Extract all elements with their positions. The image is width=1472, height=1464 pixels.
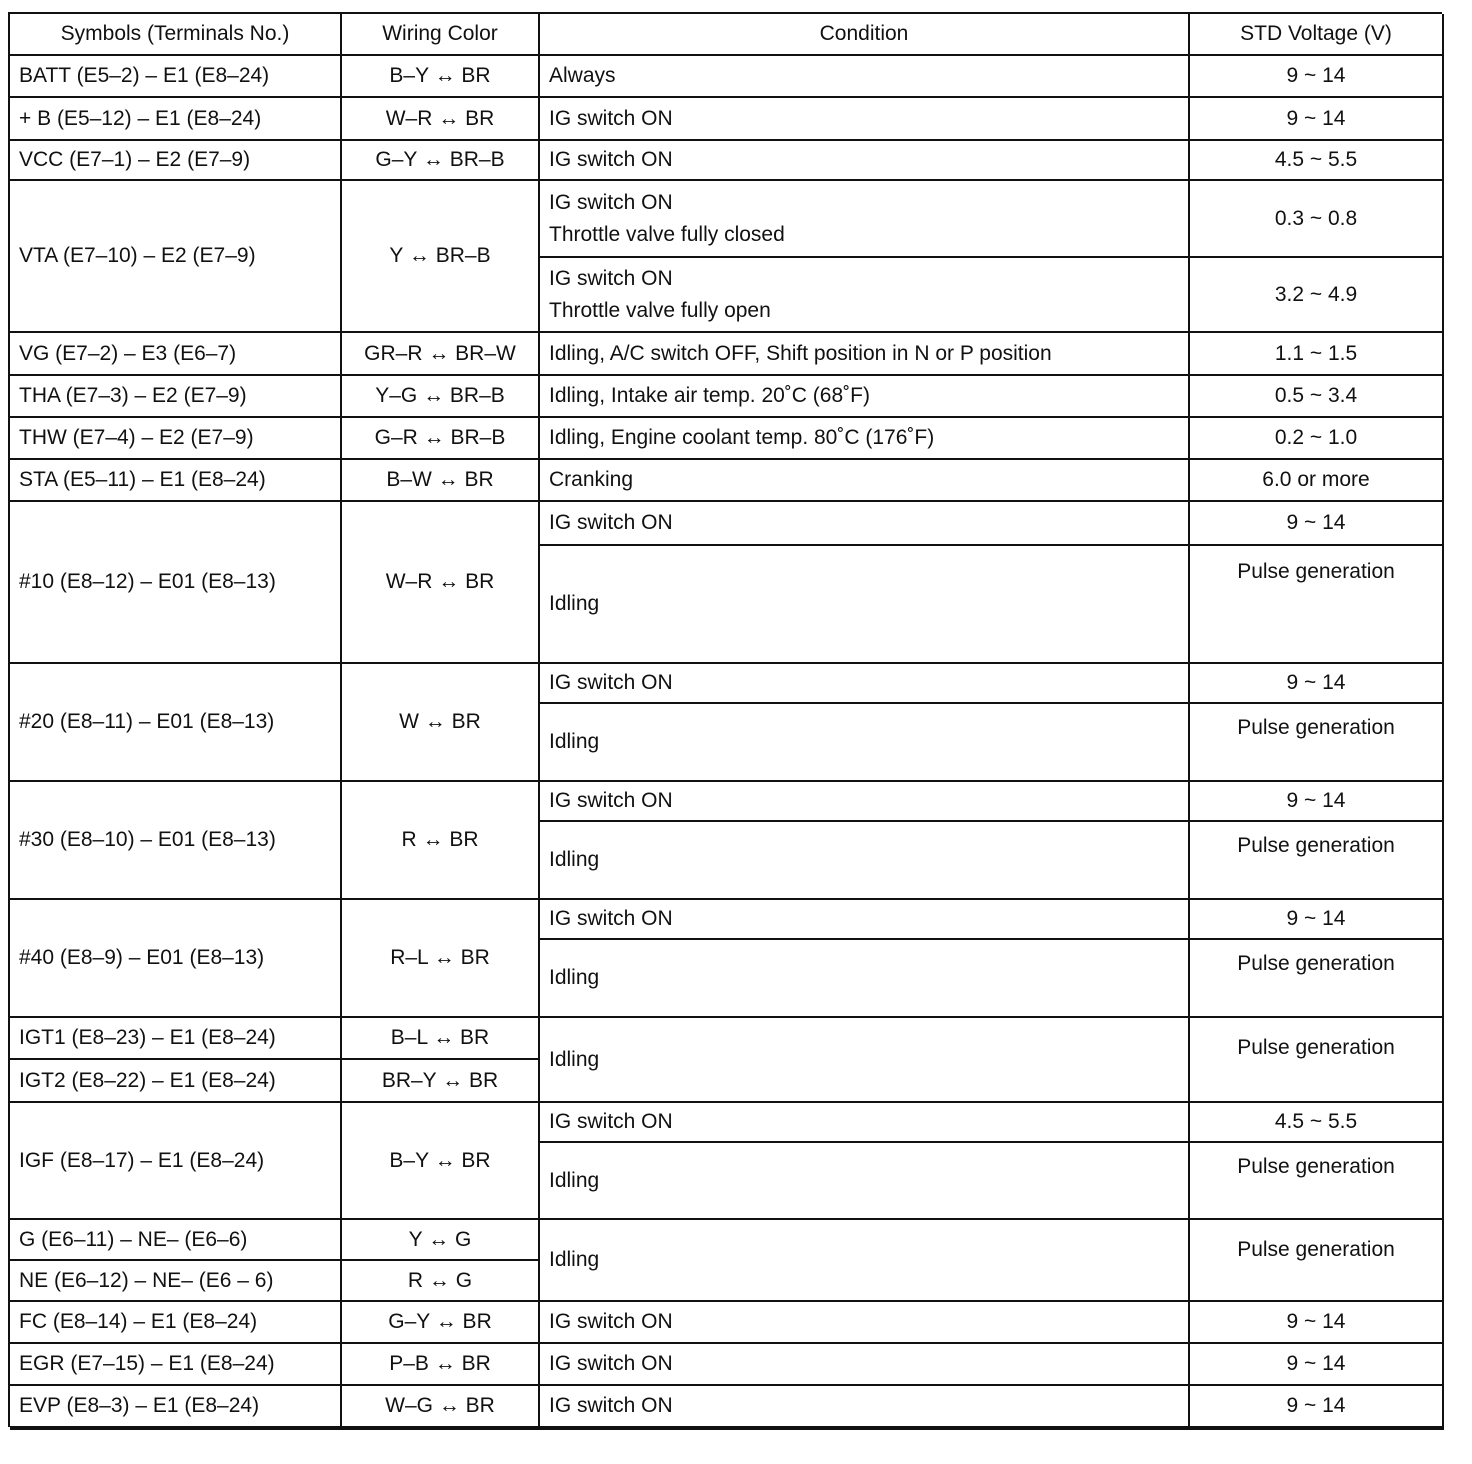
- voltage-cell: 3.2 ~ 4.9: [1190, 258, 1444, 333]
- condition-line: IG switch ON: [540, 782, 1188, 822]
- voltage-cell: [1190, 900, 1444, 1018]
- symbol-cell: STA (E5–11) – E1 (E8–24): [10, 460, 342, 502]
- wiring-cell: B–Y ↔ BR: [342, 56, 540, 98]
- wiring-cell: [342, 1428, 540, 1430]
- symbol-cell: + B (E5–12) – E1 (E8–24): [10, 98, 342, 141]
- wiring-cell: G–Y ↔ BR: [342, 1302, 540, 1344]
- voltage-line: 9 ~ 14: [1190, 782, 1442, 822]
- condition-cell: [540, 782, 1190, 900]
- condition-line: IG switch ON: [540, 664, 1188, 704]
- voltage-line: Pulse generation: [1237, 952, 1395, 975]
- condition-line: IG switch ON: [549, 191, 673, 214]
- voltage-cell: Pulse generation: [1190, 1220, 1444, 1302]
- condition-cell: IG switch ON: [540, 1386, 1190, 1428]
- voltage-cell: Pulse generation: [1190, 1018, 1444, 1103]
- condition-cell: Idling: [540, 1220, 1190, 1302]
- symbol-cell: [10, 1428, 342, 1430]
- wiring-cell: W–G ↔ BR: [342, 1386, 540, 1428]
- condition-line: Idling: [549, 966, 600, 990]
- condition-cell: Idling, Intake air temp. 20˚C (68˚F): [540, 376, 1190, 418]
- wiring-cell: W–R ↔ BR: [342, 502, 540, 664]
- header-symbols: Symbols (Terminals No.): [10, 14, 342, 56]
- wiring-cell: G–Y ↔ BR–B: [342, 141, 540, 181]
- voltage-cell: [1190, 1103, 1444, 1220]
- header-condition: Condition: [540, 14, 1190, 56]
- voltage-line: Pulse generation: [1237, 1155, 1395, 1178]
- wiring-cell: G–R ↔ BR–B: [342, 418, 540, 460]
- condition-cell: [540, 1428, 1190, 1430]
- condition-cell: [540, 181, 1190, 258]
- condition-cell: Idling: [540, 546, 1190, 664]
- symbol-cell: #20 (E8–11) – E01 (E8–13): [10, 664, 342, 782]
- voltage-cell: 0.2 ~ 1.0: [1190, 418, 1444, 460]
- wiring-cell: B–L ↔ BR: [342, 1018, 540, 1060]
- voltage-cell: Pulse generation: [1190, 546, 1444, 664]
- symbol-cell: BATT (E5–2) – E1 (E8–24): [10, 56, 342, 98]
- symbol-cell: VCC (E7–1) – E2 (E7–9): [10, 141, 342, 181]
- voltage-table: [8, 12, 1442, 1427]
- wiring-cell: BR–Y ↔ BR: [342, 1060, 540, 1103]
- voltage-line: 9 ~ 14: [1190, 900, 1442, 940]
- wiring-cell: R ↔ G: [342, 1261, 540, 1302]
- condition-cell: IG switch ON: [540, 502, 1190, 546]
- condition-line: Idling: [549, 1168, 600, 1192]
- condition-cell: Idling, A/C switch OFF, Shift position in N or P position: [540, 333, 1190, 376]
- wiring-cell: P–B ↔ BR: [342, 1344, 540, 1386]
- voltage-cell: 9 ~ 14: [1190, 56, 1444, 98]
- condition-cell: Idling, Engine coolant temp. 80˚C (176˚F): [540, 418, 1190, 460]
- wiring-cell: Y ↔ BR–B: [342, 181, 540, 333]
- symbol-cell: IGT1 (E8–23) – E1 (E8–24): [10, 1018, 342, 1060]
- condition-cell: Cranking: [540, 460, 1190, 502]
- wiring-cell: W ↔ BR: [342, 664, 540, 782]
- voltage-cell: 9 ~ 14: [1190, 1344, 1444, 1386]
- symbol-cell: THA (E7–3) – E2 (E7–9): [10, 376, 342, 418]
- symbol-cell: #30 (E8–10) – E01 (E8–13): [10, 782, 342, 900]
- voltage-line: Pulse generation: [1237, 834, 1395, 857]
- condition-line: IG switch ON: [540, 1103, 1188, 1143]
- voltage-cell: 4.5 ~ 5.5: [1190, 141, 1444, 181]
- condition-cell: IG switch ON: [540, 1302, 1190, 1344]
- wiring-cell: Y ↔ G: [342, 1220, 540, 1261]
- voltage-line: 9 ~ 14: [1190, 664, 1442, 704]
- voltage-cell: [1190, 664, 1444, 782]
- voltage-cell: 0.5 ~ 3.4: [1190, 376, 1444, 418]
- voltage-cell: 0.3 ~ 0.8: [1190, 181, 1444, 258]
- wiring-cell: W–R ↔ BR: [342, 98, 540, 141]
- condition-cell: Idling: [540, 1018, 1190, 1103]
- voltage-line: Pulse generation: [1237, 716, 1395, 739]
- symbol-cell: IGF (E8–17) – E1 (E8–24): [10, 1103, 342, 1220]
- condition-line: Idling: [549, 848, 600, 872]
- symbol-cell: IGT2 (E8–22) – E1 (E8–24): [10, 1060, 342, 1103]
- voltage-cell: 9 ~ 14: [1190, 502, 1444, 546]
- wiring-cell: GR–R ↔ BR–W: [342, 333, 540, 376]
- condition-cell: IG switch ON: [540, 98, 1190, 141]
- voltage-cell: 6.0 or more: [1190, 460, 1444, 502]
- voltage-cell: [1190, 782, 1444, 900]
- condition-cell: IG switch ON: [540, 141, 1190, 181]
- header-voltage: STD Voltage (V): [1190, 14, 1444, 56]
- condition-cell: [540, 1103, 1190, 1220]
- wiring-cell: R ↔ BR: [342, 782, 540, 900]
- voltage-line: 4.5 ~ 5.5: [1190, 1103, 1442, 1143]
- voltage-cell: 9 ~ 14: [1190, 1386, 1444, 1428]
- condition-cell: IG switch ON: [540, 1344, 1190, 1386]
- condition-cell: [540, 664, 1190, 782]
- condition-line: IG switch ON: [540, 900, 1188, 940]
- condition-cell: Always: [540, 56, 1190, 98]
- condition-line: Throttle valve fully closed: [549, 222, 785, 246]
- symbol-cell: VG (E7–2) – E3 (E6–7): [10, 333, 342, 376]
- voltage-cell: 9 ~ 14: [1190, 1302, 1444, 1344]
- voltage-cell: 1.1 ~ 1.5: [1190, 333, 1444, 376]
- symbol-cell: FC (E8–14) – E1 (E8–24): [10, 1302, 342, 1344]
- header-wiring: Wiring Color: [342, 14, 540, 56]
- symbol-cell: VTA (E7–10) – E2 (E7–9): [10, 181, 342, 333]
- symbol-cell: EGR (E7–15) – E1 (E8–24): [10, 1344, 342, 1386]
- condition-line: Throttle valve fully open: [549, 298, 771, 322]
- symbol-cell: NE (E6–12) – NE– (E6 – 6): [10, 1261, 342, 1302]
- symbol-cell: EVP (E8–3) – E1 (E8–24): [10, 1386, 342, 1428]
- wiring-cell: B–Y ↔ BR: [342, 1103, 540, 1220]
- symbol-cell: #40 (E8–9) – E01 (E8–13): [10, 900, 342, 1018]
- condition-line: Idling: [549, 730, 600, 754]
- symbol-cell: THW (E7–4) – E2 (E7–9): [10, 418, 342, 460]
- symbol-cell: G (E6–11) – NE– (E6–6): [10, 1220, 342, 1261]
- wiring-cell: R–L ↔ BR: [342, 900, 540, 1018]
- symbol-cell: #10 (E8–12) – E01 (E8–13): [10, 502, 342, 664]
- voltage-cell: 9 ~ 14: [1190, 98, 1444, 141]
- wiring-cell: B–W ↔ BR: [342, 460, 540, 502]
- condition-cell: [540, 900, 1190, 1018]
- condition-line: IG switch ON: [549, 267, 673, 290]
- wiring-cell: Y–G ↔ BR–B: [342, 376, 540, 418]
- condition-cell: [540, 258, 1190, 333]
- voltage-cell: [1190, 1428, 1444, 1430]
